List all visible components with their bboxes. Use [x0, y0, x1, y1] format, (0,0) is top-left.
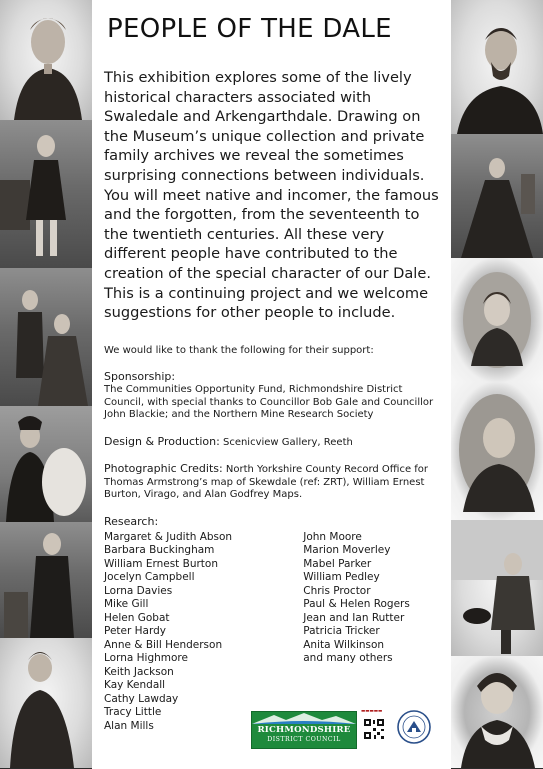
- sponsorship-section: [104, 371, 442, 421]
- sponsorship-label: Sponsorship:: [104, 370, 176, 384]
- list-item: Tracy Little: [104, 706, 162, 719]
- left-photo-column: [0, 0, 92, 768]
- photo-credits-section: [104, 463, 442, 502]
- photo-credits-label: Photographic Credits:: [104, 462, 223, 476]
- list-item: William Pedley: [303, 571, 380, 584]
- design-section: [104, 436, 442, 450]
- portrait-lady-with-bonnet: [451, 656, 543, 769]
- list-item: Alan Mills: [104, 719, 154, 732]
- portrait-man-standing: [0, 522, 92, 639]
- sponsorship-text: The Communities Opportunity Fund, Richmondshire District Council, with special thanks to Councillor Bob Gale and Councillor John Blackie; and the Northern Mine Research Society: [104, 383, 434, 421]
- research-column-1: [104, 531, 303, 734]
- logo-line-1: RICHMONDSHIRE: [257, 725, 351, 735]
- portrait-man-with-hat: [451, 520, 543, 657]
- list-item: Mabel Parker: [303, 557, 372, 570]
- design-text: Scenicview Gallery, Reeth: [222, 436, 353, 448]
- richmondshire-logo: [251, 711, 357, 749]
- mine-research-society-seal-icon: [397, 710, 431, 744]
- intro-paragraph: This exhibition explores some of the lively historical characters associated with Swaledale and Arkengarthdale. Drawing on the Museum’s unique collection and private family archives we reveal the sometimes surprising connections between individuals. You will meet native and incomer, the famous and the forgotten, from the seventeenth to the twentieth centuries. All these very different people have contributed to the creation of the special character of our Dale. This is a continuing project and we welcome suggestions for other people to include.: [104, 69, 439, 322]
- portrait-seated-lady: [451, 134, 543, 259]
- portrait-oval-woman: [451, 258, 543, 383]
- photo-credits-text: North Yorkshire County Record Office for Thomas Armstrong’s map of Skewdale (ref: ZRT), William Ernest Burton, Virago, and Alan Godfrey Maps.: [104, 464, 429, 501]
- research-section: [104, 516, 442, 733]
- list-item: Chris Proctor: [303, 584, 371, 597]
- list-item: Peter Hardy: [104, 625, 166, 638]
- list-item: and many others: [303, 652, 393, 665]
- portrait-young-woman: [0, 0, 92, 121]
- list-item: Helen Gobat: [104, 611, 170, 624]
- list-item: Paul & Helen Rogers: [303, 598, 410, 611]
- portrait-couple: [0, 268, 92, 407]
- list-item: Mike Gill: [104, 598, 149, 611]
- list-item: Jean and Ian Rutter: [303, 611, 405, 624]
- list-item: Keith Jackson: [104, 665, 174, 678]
- logo-line-2: DISTRICT COUNCIL: [267, 736, 341, 743]
- portrait-seated-woman: [0, 638, 92, 769]
- list-item: William Ernest Burton: [104, 557, 218, 570]
- list-item: Marion Moverley: [303, 544, 391, 557]
- thanks-line: We would like to thank the following for their support:: [104, 344, 374, 356]
- research-column-2: [303, 531, 442, 734]
- portrait-elderly-man: [451, 382, 543, 521]
- list-item: Lorna Davies: [104, 584, 173, 597]
- mountain-icon: [252, 712, 356, 724]
- list-item: Jocelyn Campbell: [104, 571, 195, 584]
- portrait-woman-with-baby: [0, 406, 92, 523]
- list-item: Cathy Lawday: [104, 692, 179, 705]
- research-label: Research:: [104, 515, 159, 529]
- sponsor-logos: [251, 708, 439, 748]
- portrait-bearded-man: [451, 0, 543, 135]
- list-item: Patricia Tricker: [303, 625, 380, 638]
- list-item: Lorna Highmore: [104, 652, 188, 665]
- list-item: Margaret & Judith Abson: [104, 530, 233, 543]
- list-item: Barbara Buckingham: [104, 544, 215, 557]
- portrait-girl-standing: [0, 120, 92, 269]
- qr-code-icon: [363, 718, 385, 740]
- list-item: Anne & Bill Henderson: [104, 638, 223, 651]
- content-area: [104, 14, 442, 733]
- web-address-icon: ▬▬▬▬▬: [361, 709, 383, 714]
- list-item: Anita Wilkinson: [303, 638, 385, 651]
- research-names: [104, 531, 442, 734]
- design-label: Design & Production:: [104, 434, 220, 448]
- page-title: PEOPLE OF THE DALE: [107, 14, 392, 44]
- right-photo-column: [451, 0, 543, 768]
- list-item: Kay Kendall: [104, 679, 166, 692]
- list-item: John Moore: [303, 530, 362, 543]
